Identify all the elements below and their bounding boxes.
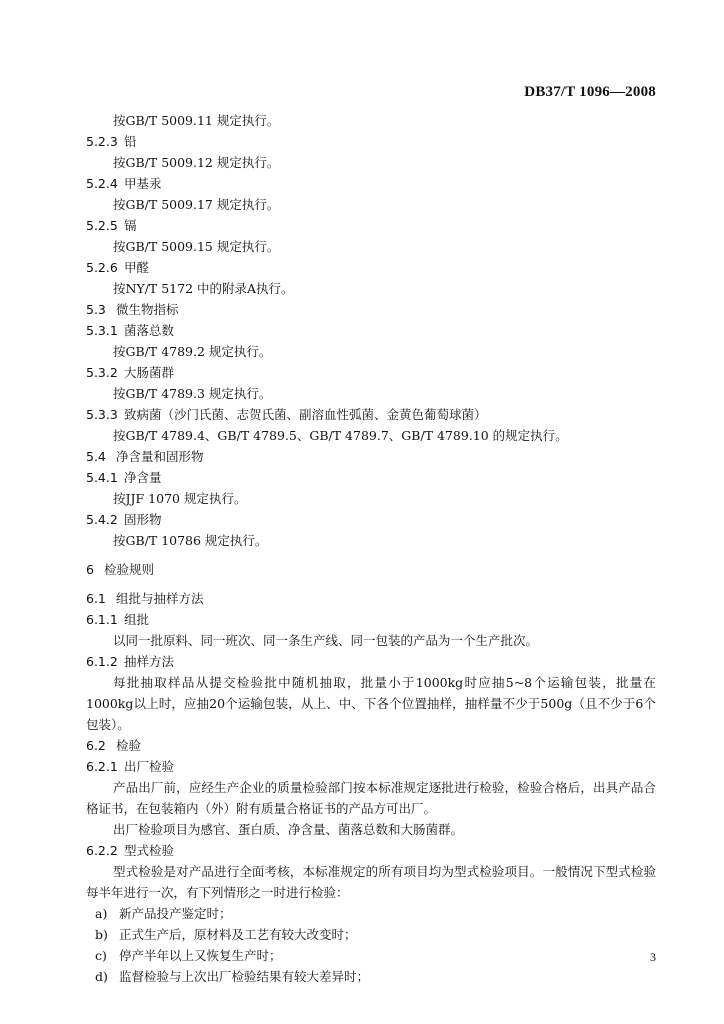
body-text: 按GB/T 5009.15 规定执行。 (113, 239, 280, 254)
section-title: 镉 (124, 218, 137, 233)
section-title: 出厂检验 (124, 759, 175, 774)
section-heading-5-2-5 (86, 215, 656, 236)
section-title: 铅 (124, 134, 137, 149)
list-item (86, 924, 656, 945)
section-number: 6.1 (86, 591, 106, 606)
chapter-heading-6 (86, 559, 656, 580)
section-heading-6-2-2 (86, 840, 656, 861)
section-heading-5-4-1 (86, 467, 656, 488)
section-heading-5-4 (86, 446, 656, 467)
section-title: 大肠菌群 (124, 365, 175, 380)
body-paragraph: 型式检验是对产品进行全面考核，本标准规定的所有项目均为型式检验项目。一般情况下型式检验每半年进行一次，有下列情形之一时进行检验： (86, 864, 656, 900)
section-title: 检验规则 (104, 562, 155, 577)
section-number: 6.2.2 (86, 843, 118, 858)
section-heading-5-3-1 (86, 320, 656, 341)
section-title: 菌落总数 (124, 323, 175, 338)
body-text: 以同一批原料、同一班次、同一条生产线、同一包装的产品为一个生产批次。 (113, 633, 539, 648)
section-heading-6-1 (86, 588, 656, 609)
section-title: 抽样方法 (124, 654, 175, 669)
section-title: 组批与抽样方法 (116, 591, 204, 606)
section-number: 5.4 (86, 449, 106, 464)
section-heading-5-2-3 (86, 131, 656, 152)
section-heading-5-3-2 (86, 362, 656, 383)
section-heading-6-2 (86, 735, 656, 756)
body-text: 出厂检验项目为感官、蛋白质、净含量、菌落总数和大肠菌群。 (113, 822, 464, 837)
list-item-text: 新产品投产鉴定时； (119, 906, 232, 921)
section-number: 5.4.1 (86, 470, 118, 485)
section-heading-6-2-1 (86, 756, 656, 777)
section-heading-5-4-2 (86, 509, 656, 530)
section-title: 微生物指标 (116, 302, 179, 317)
section-title: 固形物 (124, 512, 162, 527)
section-number: 5.4.2 (86, 512, 118, 527)
section-heading-6-1-1 (86, 609, 656, 630)
section-heading-5-3 (86, 299, 656, 320)
spacer (86, 551, 656, 559)
body-text: 按GB/T 5009.17 规定执行。 (113, 197, 280, 212)
section-heading-5-2-6 (86, 257, 656, 278)
section-number: 6.2.1 (86, 759, 118, 774)
body-paragraph: 每批抽取样品从提交检验批中随机抽取，批量小于1000kg时应抽5~8个运输包装，批量在1000kg以上时，应抽20个运输包装，从上、中、下各个位置抽样，抽样量不少于500g（且不少于6个包装）。 (86, 675, 656, 732)
section-number: 6.1.1 (86, 612, 118, 627)
list-item-label: a) (95, 906, 108, 921)
body-text: 按JJF 1070 规定执行。 (113, 491, 247, 506)
page-number: 3 (650, 950, 656, 964)
section-number: 6 (86, 562, 94, 577)
section-number: 5.2.4 (86, 176, 118, 191)
section-title: 净含量和固形物 (116, 449, 204, 464)
body-text: 按GB/T 5009.12 规定执行。 (113, 155, 280, 170)
body-text: 按GB/T 5009.11 规定执行。 (113, 113, 280, 128)
list-item-text: 监督检验与上次出厂检验结果有较大差异时； (119, 969, 370, 984)
section-number: 6.1.2 (86, 654, 118, 669)
section-number: 5.2.6 (86, 260, 118, 275)
list-item-label: b) (95, 927, 108, 942)
section-number: 5.2.3 (86, 134, 118, 149)
body-text: 按GB/T 10786 规定执行。 (113, 533, 268, 548)
list-item-text: 正式生产后，原材料及工艺有较大改变时； (119, 927, 357, 942)
section-number: 6.2 (86, 738, 106, 753)
section-title: 甲醛 (124, 260, 150, 275)
body-text: 按GB/T 4789.2 规定执行。 (113, 344, 272, 359)
list-item-label: c) (95, 948, 107, 963)
list-item-label: d) (95, 969, 108, 984)
list-item (86, 903, 656, 924)
document-code: DB37/T 1096—2008 (524, 84, 656, 100)
body-text: 按GB/T 4789.4、GB/T 4789.5、GB/T 4789.7、GB/T 4789.10 的规定执行。 (113, 428, 568, 443)
section-title: 甲基汞 (124, 176, 162, 191)
section-number: 5.3.2 (86, 365, 118, 380)
section-heading-6-1-2 (86, 651, 656, 672)
section-heading-5-3-3 (86, 404, 656, 425)
section-title: 净含量 (124, 470, 162, 485)
section-number: 5.2.5 (86, 218, 118, 233)
body-text: 按GB/T 4789.3 规定执行。 (113, 386, 272, 401)
document-body (86, 110, 656, 987)
section-title: 致病菌（沙门氏菌、志贺氏菌、副溶血性弧菌、金黄色葡萄球菌） (124, 407, 487, 422)
section-title: 型式检验 (124, 843, 175, 858)
section-heading-5-2-4 (86, 173, 656, 194)
list-item (86, 945, 656, 966)
spacer (86, 580, 656, 588)
section-number: 5.3.1 (86, 323, 118, 338)
list-item (86, 966, 656, 987)
list-item-text: 停产半年以上又恢复生产时； (119, 948, 282, 963)
section-title: 检验 (116, 738, 142, 753)
section-title: 组批 (124, 612, 150, 627)
body-text: 按NY/T 5172 中的附录A执行。 (113, 281, 294, 296)
section-number: 5.3.3 (86, 407, 118, 422)
section-number: 5.3 (86, 302, 106, 317)
body-paragraph: 产品出厂前，应经生产企业的质量检验部门按本标准规定逐批进行检验，检验合格后，出具产品合格证书，在包装箱内（外）附有质量合格证书的产品方可出厂。 (86, 780, 656, 816)
